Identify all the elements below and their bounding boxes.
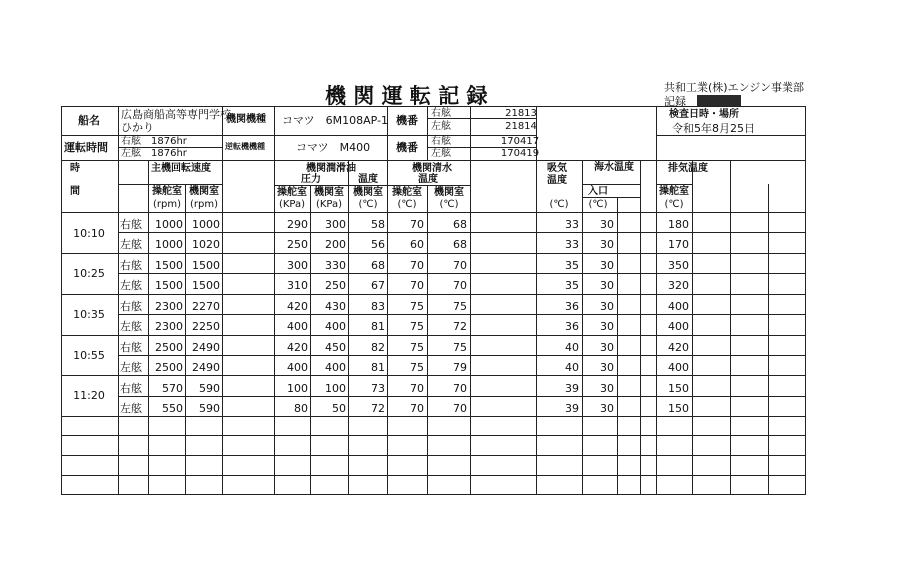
rpm-wh-header: 操舵室 [152,186,182,197]
company-name: 共和工業(株)エンジン事業部 [664,81,805,94]
cell-rpm-wh: 2300 [155,300,183,313]
unit-cw-wh-deg: (℃) [397,199,417,210]
inspection-label: 検査日時・場所 [669,109,739,120]
cell-p-er: 330 [325,259,346,272]
cw-er-header: 機関室 [434,187,464,198]
cell-air: 36 [565,320,579,333]
cell-exh: 180 [668,218,689,231]
cell-cw-wh: 75 [410,341,424,354]
cell-exh: 320 [668,279,689,292]
cell-sea: 30 [600,259,614,272]
ship-name-label: 船名 [78,114,100,127]
cell-lo-t: 67 [371,279,385,292]
cell-side: 右舷 [120,382,142,395]
pressure-er-header: 機関室 [314,187,344,198]
cell-sea: 30 [600,279,614,292]
cell-cw-er: 70 [453,279,467,292]
engine-serial-stbd-label: 右舷 [431,108,451,119]
cell-cw-wh: 70 [410,218,424,231]
hours-port: 1876hr [151,148,187,159]
lube-oil-pressure-header: 圧力 [301,174,321,185]
engine-serial-stbd: 21813 [505,108,537,119]
cell-sea: 30 [600,341,614,354]
cell-p-wh: 400 [287,320,308,333]
engine-serial-port: 21814 [505,121,537,132]
cell-lo-t: 56 [371,238,385,251]
cell-air: 33 [565,218,579,231]
seawater-temp-header: 海水温度 [594,162,634,173]
reverse-gear-label: 逆転機機種 [225,142,265,151]
cw-wh-header: 操舵室 [392,187,422,198]
cell-lo-t: 81 [371,320,385,333]
hours-stbd-label: 右舷 [121,136,141,147]
cell-p-er: 450 [325,341,346,354]
cell-side: 左舷 [120,238,142,251]
cell-p-wh: 420 [287,341,308,354]
unit-kpa-wh: (KPa) [278,199,306,210]
cell-p-er: 50 [332,402,346,415]
cell-rpm-er: 2490 [192,361,220,374]
time-3: 10:35 [73,308,105,321]
gear-serial-port: 170419 [500,148,540,159]
page-title: 機 関 運 転 記 録 [325,84,488,108]
cell-rpm-er: 2270 [192,300,220,313]
cell-lo-t: 82 [371,341,385,354]
cell-lo-t: 72 [371,402,385,415]
cell-rpm-wh: 570 [162,382,183,395]
cell-lo-t: 83 [371,300,385,313]
reverse-gear-value: コマツ M400 [296,141,371,154]
pressure-wh-header: 操舵室 [277,187,307,198]
cell-exh: 400 [668,361,689,374]
cell-cw-er: 68 [453,238,467,251]
cell-air: 40 [565,361,579,374]
cell-rpm-er: 590 [199,382,220,395]
engine-serial-port-label: 左舷 [431,121,451,132]
cell-lo-t: 73 [371,382,385,395]
engine-model-value: コマツ 6M108AP-1 [282,114,389,127]
cell-p-wh: 420 [287,300,308,313]
cell-exh: 170 [668,238,689,251]
intake-air-header-1: 吸気 [547,163,567,174]
cell-p-wh: 80 [294,402,308,415]
cell-cw-er: 70 [453,259,467,272]
cell-lo-t: 81 [371,361,385,374]
lube-oil-header: 機関潤滑油 [306,163,356,174]
cell-side: 左舷 [120,320,142,333]
cell-exh: 420 [668,341,689,354]
cell-sea: 30 [600,218,614,231]
cell-side: 左舷 [120,361,142,374]
cell-cw-wh: 70 [410,279,424,292]
cell-cw-wh: 60 [410,238,424,251]
cell-cw-wh: 70 [410,382,424,395]
time-label-2: 間 [70,186,80,197]
cell-side: 右舷 [120,218,142,231]
cell-rpm-wh: 1000 [155,238,183,251]
gear-serial-port-label: 左舷 [431,148,451,159]
cell-rpm-er: 2250 [192,320,220,333]
lo-temp-er-header: 機関室 [353,187,383,198]
cell-rpm-er: 1020 [192,238,220,251]
cell-rpm-wh: 1500 [155,279,183,292]
cell-air: 33 [565,238,579,251]
intake-air-header-2: 温度 [547,175,567,186]
time-2: 10:25 [73,267,105,280]
run-hours-label: 運転時間 [64,141,108,154]
unit-rpm-wh: (rpm) [152,199,182,210]
unit-kpa-er: (KPa) [315,199,343,210]
time-5: 11:20 [73,389,105,402]
cooling-water-temp-header: 温度 [418,174,438,185]
engine-model-label: 機関機種 [226,114,266,125]
gear-serial-stbd-label: 右舷 [431,136,451,147]
cell-side: 右舷 [120,341,142,354]
unit-cw-er-deg: (℃) [439,199,459,210]
ship-name-line2: ひかり [121,121,154,134]
cell-rpm-wh: 1000 [155,218,183,231]
unit-air-deg: (℃) [549,199,569,210]
cell-cw-er: 75 [453,341,467,354]
cell-air: 40 [565,341,579,354]
cell-rpm-er: 2490 [192,341,220,354]
cell-rpm-er: 1500 [192,279,220,292]
cell-side: 左舷 [120,402,142,415]
cell-exh: 150 [668,402,689,415]
cell-sea: 30 [600,402,614,415]
cell-p-wh: 290 [287,218,308,231]
cell-p-wh: 310 [287,279,308,292]
time-4: 10:55 [73,349,105,362]
cell-cw-er: 72 [453,320,467,333]
gear-serial-stbd: 170417 [500,136,540,147]
cell-p-er: 300 [325,218,346,231]
cell-exh: 400 [668,320,689,333]
cell-side: 右舷 [120,300,142,313]
exhaust-wh-header: 操舵室 [659,186,689,197]
cell-p-er: 400 [325,361,346,374]
cell-cw-er: 70 [453,382,467,395]
cell-cw-er: 68 [453,218,467,231]
exhaust-temp-header: 排気温度 [668,163,708,174]
cell-exh: 150 [668,382,689,395]
cell-side: 左舷 [120,279,142,292]
cell-rpm-wh: 550 [162,402,183,415]
cell-lo-t: 58 [371,218,385,231]
cell-lo-t: 68 [371,259,385,272]
cell-cw-wh: 70 [410,259,424,272]
inspection-date: 令和5年8月25日 [672,122,755,135]
cell-cw-wh: 70 [410,402,424,415]
cell-sea: 30 [600,238,614,251]
cell-sea: 30 [600,300,614,313]
cooling-water-header: 機関清水 [412,163,452,174]
cell-p-er: 250 [325,279,346,292]
cell-rpm-wh: 1500 [155,259,183,272]
hours-stbd: 1876hr [151,136,187,147]
main-rpm-header: 主機回転速度 [151,163,211,174]
cell-rpm-er: 1000 [192,218,220,231]
cell-cw-wh: 75 [410,361,424,374]
cell-air: 35 [565,259,579,272]
cell-air: 39 [565,382,579,395]
cell-air: 39 [565,402,579,415]
engine-serial-label: 機番 [396,114,418,127]
unit-sea-deg: (℃) [588,199,608,210]
cell-side: 右舷 [120,259,142,272]
rpm-er-header: 機関室 [189,186,219,197]
cell-sea: 30 [600,320,614,333]
cell-cw-er: 70 [453,402,467,415]
cell-cw-er: 75 [453,300,467,313]
gear-serial-label: 機番 [396,141,418,154]
cell-exh: 350 [668,259,689,272]
cell-p-er: 400 [325,320,346,333]
seawater-inlet-header: 入口 [588,186,608,197]
cell-cw-wh: 75 [410,300,424,313]
cell-rpm-wh: 2500 [155,361,183,374]
time-1: 10:10 [73,227,105,240]
hours-port-label: 左舷 [121,148,141,159]
time-label-1: 時 [70,163,80,174]
cell-exh: 400 [668,300,689,313]
cell-rpm-er: 590 [199,402,220,415]
cell-p-er: 430 [325,300,346,313]
cell-p-wh: 250 [287,238,308,251]
cell-p-wh: 300 [287,259,308,272]
cell-sea: 30 [600,382,614,395]
cell-rpm-er: 1500 [192,259,220,272]
cell-p-wh: 100 [287,382,308,395]
cell-cw-er: 79 [453,361,467,374]
cell-rpm-wh: 2300 [155,320,183,333]
cell-p-er: 100 [325,382,346,395]
unit-rpm-er: (rpm) [189,199,219,210]
cell-cw-wh: 75 [410,320,424,333]
cell-air: 36 [565,300,579,313]
lube-oil-temp-header: 温度 [358,174,378,185]
unit-exh-deg: (℃) [664,199,684,210]
unit-lo-deg: (℃) [358,199,378,210]
ship-name-line1: 広島商船高等専門学校 [121,108,231,121]
recorder-label: 記録 [664,95,686,108]
cell-rpm-wh: 2500 [155,341,183,354]
cell-sea: 30 [600,361,614,374]
cell-p-wh: 400 [287,361,308,374]
cell-p-er: 200 [325,238,346,251]
cell-air: 35 [565,279,579,292]
